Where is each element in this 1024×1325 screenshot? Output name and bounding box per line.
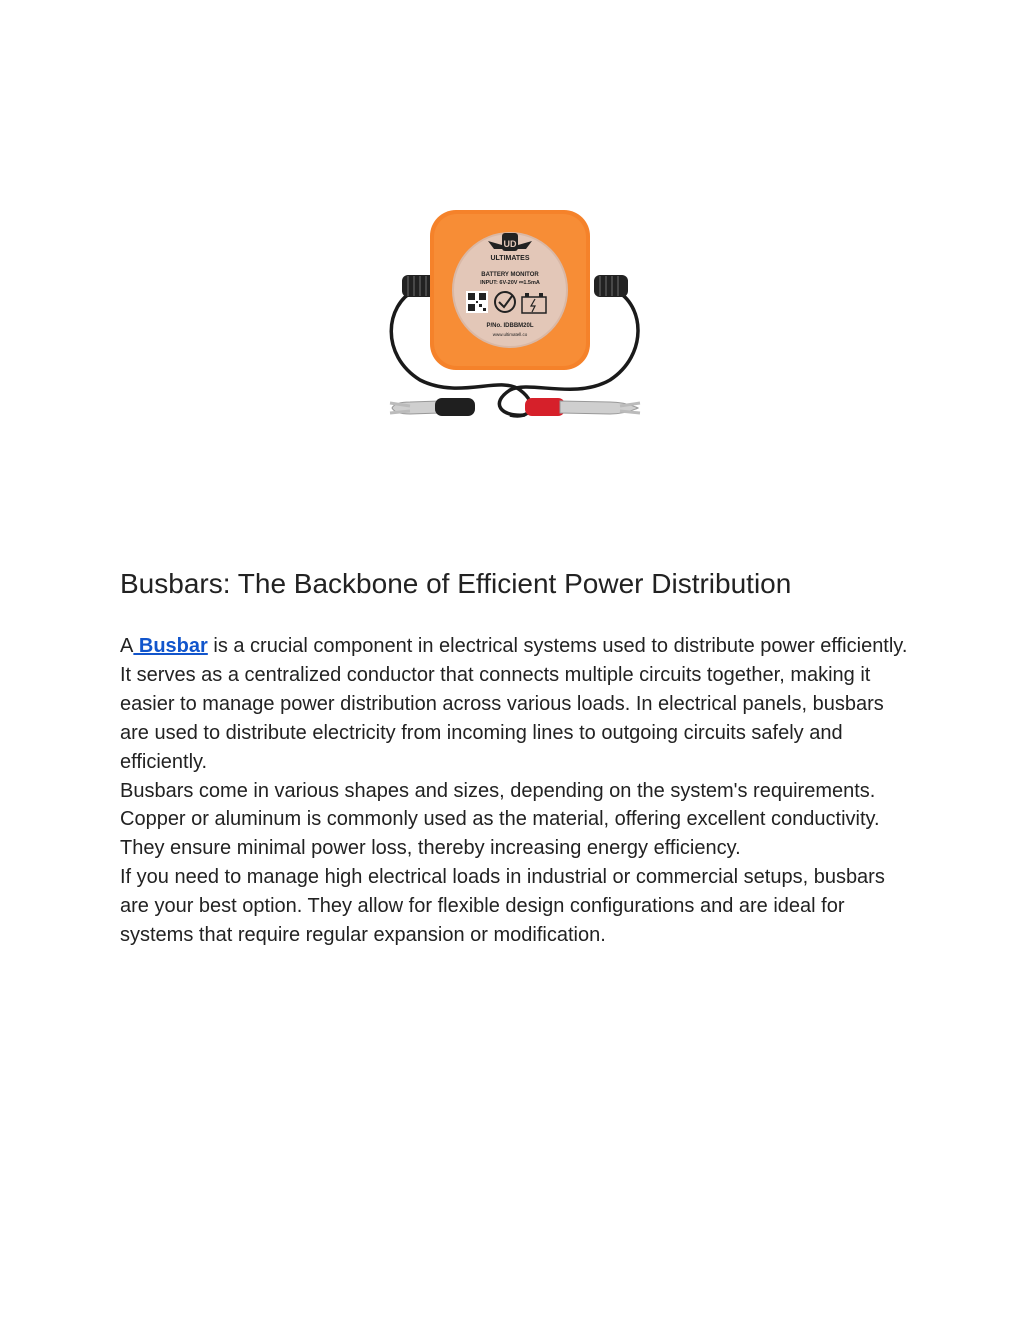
paragraph-intro bbox=[120, 632, 910, 777]
paragraph-intro-rest: is a crucial component in electrical systems used to distribute power efficiently. It serves as a centralized conductor that connects multiple circuits together, making it easier to manage power distribution across various loads. In electrical panels, busbars are used to distribute electricity from incoming lines to outgoing circuits safely and efficiently. bbox=[120, 635, 908, 773]
busbar-link[interactable]: Busbar bbox=[133, 635, 208, 657]
qr-code-icon bbox=[466, 291, 488, 313]
article-title: Busbars: The Backbone of Efficient Power Distribution bbox=[120, 568, 792, 599]
product-image-battery-monitor bbox=[380, 205, 650, 437]
paragraph-intro-start: A bbox=[120, 635, 134, 657]
product-website: www.ultimatell.co bbox=[492, 332, 528, 337]
paragraph-applications: If you need to manage high electrical loads in industrial or commercial setups, busbars are your best option. They allow for flexible design configurations and are ideal for systems that require regular expansion or modification. bbox=[120, 866, 885, 947]
product-part-number: P/No. IDBBM20L bbox=[486, 323, 534, 329]
product-logo-text: UD bbox=[503, 239, 517, 249]
paragraph-shapes: Busbars come in various shapes and sizes, depending on the system's requirements. Copper or aluminum is commonly used as the material, offering excellent conductivity. They ensure minimal power loss, thereby increasing energy efficiency. bbox=[120, 779, 880, 860]
product-label-line1: BATTERY MONITOR bbox=[481, 272, 539, 278]
product-label-line2: INPUT: 6V-20V ⎓1.5mA bbox=[480, 280, 540, 286]
product-brand-text: ULTIMATES bbox=[490, 255, 530, 262]
article-body bbox=[120, 632, 910, 950]
